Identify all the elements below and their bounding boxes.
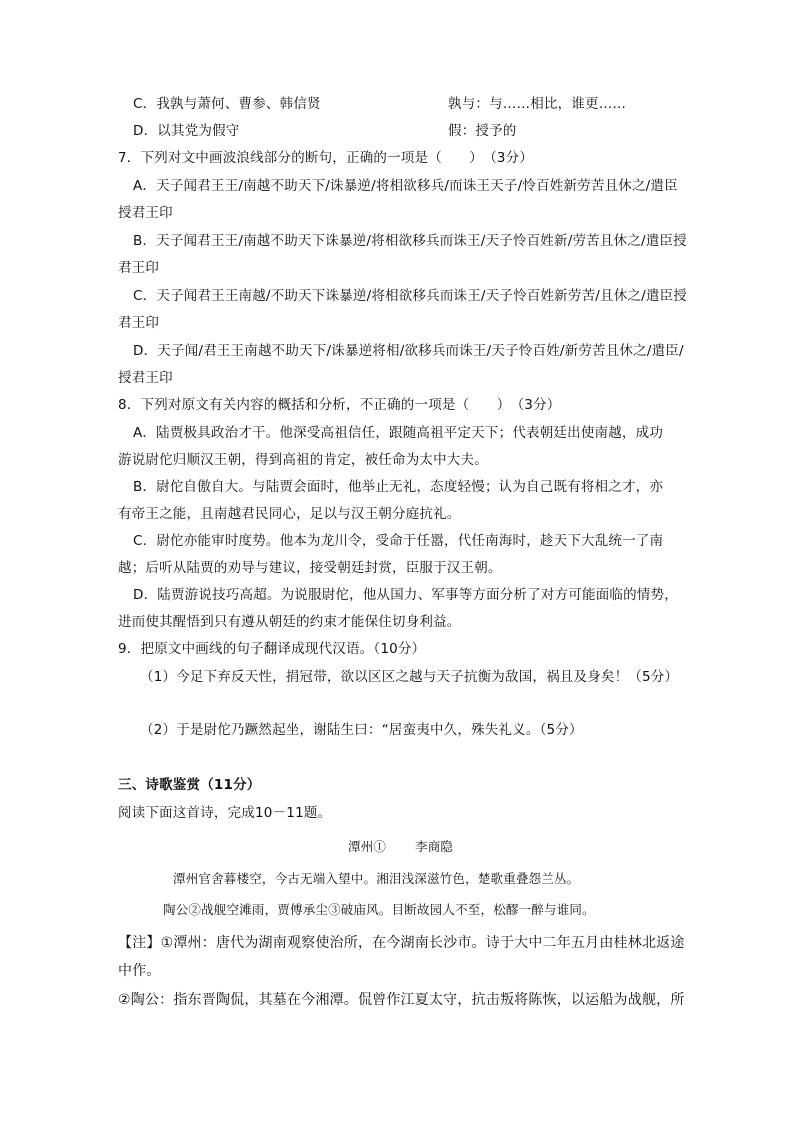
- q7-option-b-cont: 君王印: [118, 260, 160, 276]
- poem-line-2: 陶公②战舰空滩雨，贾傅承尘③破庙风。目断故园人不至，松醪一醉与谁同。: [163, 902, 595, 917]
- q7-option-d-cont: 授君王印: [118, 370, 173, 386]
- q8-option-a-cont: 游说尉佗归顺汉王朝，得到高祖的肯定，被任命为太中大夫。: [118, 452, 488, 468]
- q7-option-c-cont: 君王印: [118, 315, 160, 331]
- q7-option-d: D．天子闻/君王王南越不助天下/诛暴逆将相/欲移兵而诛王/天子怜百姓/新劳苦且休之/遣臣/: [133, 343, 684, 359]
- note-1: 【注】①潭州：唐代为湖南观察使治所，在今湖南长沙市。诗于大中二年五月由桂林北返途: [118, 935, 685, 951]
- poem-line-1: 潭州官舍暮楼空，今古无端入望中。湘泪浅深滋竹色，楚歌重叠怨兰丛。: [173, 871, 580, 886]
- q8-option-d: D．陆贾游说技巧高超。为说服尉佗，他从国力、军事等方面分析了对方可能面临的情势，: [133, 587, 678, 603]
- q6-option-d-explanation: 假：授予的: [448, 123, 517, 139]
- section-title: 三、诗歌鉴赏（11分）: [118, 777, 261, 793]
- section-intro: 阅读下面这首诗，完成10－11题。: [118, 805, 332, 821]
- q7-option-b: B．天子闻君王王/南越不助天下诛暴逆/将相欲移兵而诛王/天子怜百姓新/劳苦且休之/遣臣授: [133, 233, 687, 249]
- poem-title: 潭州①: [348, 839, 387, 854]
- q8-option-b: B．尉佗自傲自大。与陆贾会面时，他举止无礼，态度轻慢；认为自己既有将相之才，亦: [133, 479, 664, 495]
- q6-option-c-explanation: 孰与：与……相比，谁更……: [448, 96, 627, 112]
- q7-option-c: C．天子闻君王王南越/不助天下诛暴逆/将相欲移兵而诛王/天子怜百姓新劳苦/且休之/遣臣授: [133, 288, 687, 304]
- q9-sentence-1: （1）今足下弃反天性，捐冠带，欲以区区之越与天子抗衡为敌国，祸且及身矣！（5分）: [140, 669, 679, 685]
- q6-option-d: D．以其党为假守: [133, 123, 240, 139]
- q9-sentence-2: （2）于是尉佗乃蹶然起坐，谢陆生曰：“居蛮夷中久，殊失礼义。（5分）: [140, 722, 583, 738]
- poem-author: 李商隐: [415, 839, 454, 854]
- note-1-cont: 中作。: [118, 963, 161, 979]
- q8-stem: 8．下列对原文有关内容的概括和分析，不正确的一项是（ ） （3分）: [118, 397, 561, 413]
- q7-stem: 7．下列对文中画波浪线部分的断句，正确的一项是（ ） （3分）: [118, 150, 534, 166]
- q7-option-a: A．天子闻君王王/南越不助天下/诛暴逆/将相欲移兵/而诛王天子/怜百姓新劳苦且休之/遣臣: [133, 178, 678, 194]
- q9-stem: 9．把原文中画线的句子翻译成现代汉语。（10分）: [118, 641, 426, 657]
- q7-option-a-cont: 授君王印: [118, 205, 173, 221]
- q6-option-c: C．我孰与萧何、曹参、韩信贤: [133, 96, 321, 112]
- note-2: ②陶公：指东晋陶侃，其墓在今湘潭。侃曾作江夏太守，抗击叛将陈恢，以运船为战舰，所: [118, 992, 685, 1008]
- q8-option-c: C．尉佗亦能审时度势。他本为龙川令，受命于任嚣，代任南海时，趁天下大乱统一了南: [133, 533, 664, 549]
- q8-option-d-cont: 进而使其醒悟到只有遵从朝廷的约束才能保住切身利益。: [118, 614, 461, 630]
- q8-option-c-cont: 越；后听从陆贾的劝导与建议，接受朝廷封赏，臣服于汉王朝。: [118, 560, 502, 576]
- q8-option-b-cont: 有帝王之能，且南越君民同心，足以与汉王朝分庭抗礼。: [118, 506, 461, 522]
- q8-option-a: A．陆贾极具政治才干。他深受高祖信任，跟随高祖平定天下；代表朝廷出使南越，成功: [133, 425, 664, 441]
